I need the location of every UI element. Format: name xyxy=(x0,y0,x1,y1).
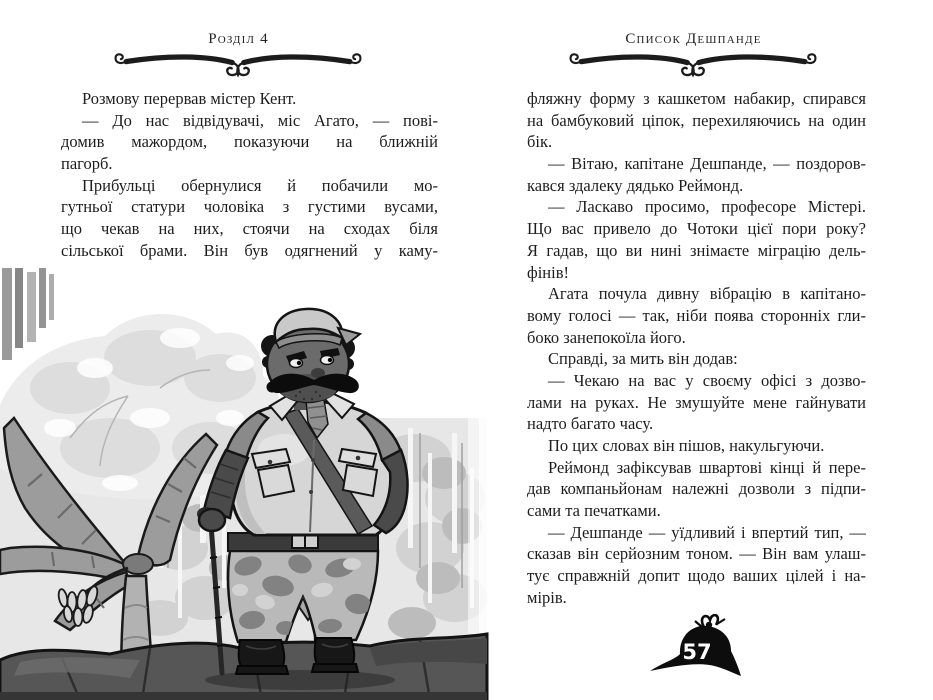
text-line: що чекав на них, стоячи на сходах біля xyxy=(61,219,438,239)
text-line: — Ласкаво просимо, професоре Містері. xyxy=(548,197,866,217)
text-line: — Дешпанде — уїдливий і впертий тип, — xyxy=(548,522,866,542)
text-line: фінів! xyxy=(527,262,569,282)
text-line: мірів. xyxy=(527,587,567,607)
text-line: тує справжній допит щодо ваших цілей і на- xyxy=(527,566,866,586)
text-line: Агата почула дивну вібрацію в капітано- xyxy=(548,284,866,304)
text-line: кався здалеку дядько Реймонд. xyxy=(527,175,744,195)
text-line: бік. xyxy=(527,132,553,152)
text-line: сказав він серйозним тоном. — Він вам улаш- xyxy=(527,544,866,564)
text-line: По цих словах він пішов, накульгуючи. xyxy=(548,436,825,455)
text-line: — До нас відвідувачі, міс Агато, — пові- xyxy=(82,110,438,130)
text-line: Що вас привело до Чотоки цієї пори року? xyxy=(527,219,866,239)
text-line: — Вітаю, капітане Дешпанде, — поздоров- xyxy=(548,154,866,174)
right-page-text xyxy=(527,88,866,609)
text-line: домив мажордом, показуючи на ближній xyxy=(61,132,438,152)
text-line: сами та печатками. xyxy=(527,501,661,521)
divider-flourish-right xyxy=(561,51,825,78)
divider-flourish-left xyxy=(106,51,370,78)
text-line: гутньої статури чоловіка з густими вусами, xyxy=(61,197,438,217)
left-page-header: Розділ 4 xyxy=(208,31,269,47)
text-line: дав компаньйонам належні дозволи з підпи- xyxy=(527,479,866,499)
text-line: Реймонд зафіксував швартові кінці й пере- xyxy=(548,457,866,477)
text-line: Розмову перервав містер Кент. xyxy=(82,89,297,108)
page-number-ornament xyxy=(646,614,742,694)
text-line: сільської брами. Він був одягнений у каму- xyxy=(61,240,438,260)
text-line: фляжну форму з кашкетом набакир, спирався xyxy=(527,89,866,108)
left-page-text xyxy=(61,88,438,262)
text-line: пагорб. xyxy=(61,154,113,174)
captain-head xyxy=(261,309,360,402)
text-line: Я гадав, що ви нині знімаєте міграцію дель- xyxy=(527,240,866,260)
page-number: 57 xyxy=(682,640,712,664)
text-line: Справді, за мить він додав: xyxy=(548,349,738,369)
right-page-header: Список Дешпанде xyxy=(625,31,762,47)
text-line: боко занепокоїла його. xyxy=(527,327,686,347)
text-line: Прибульці обернулися й побачили мо- xyxy=(82,175,438,195)
text-line: вому голосі — так, ніби поява сторонніх гли- xyxy=(527,305,866,325)
text-line: — Чекаю на вас у своєму офісі з дозво- xyxy=(548,370,866,390)
text-line: на бамбуковий ціпок, перехиляючись на один xyxy=(527,110,866,130)
text-line: надто багато часу. xyxy=(527,414,654,434)
text-line: лами на руках. Не змушуйте мене гайнувати xyxy=(527,392,866,412)
jungle-captain-illustration xyxy=(0,268,490,700)
